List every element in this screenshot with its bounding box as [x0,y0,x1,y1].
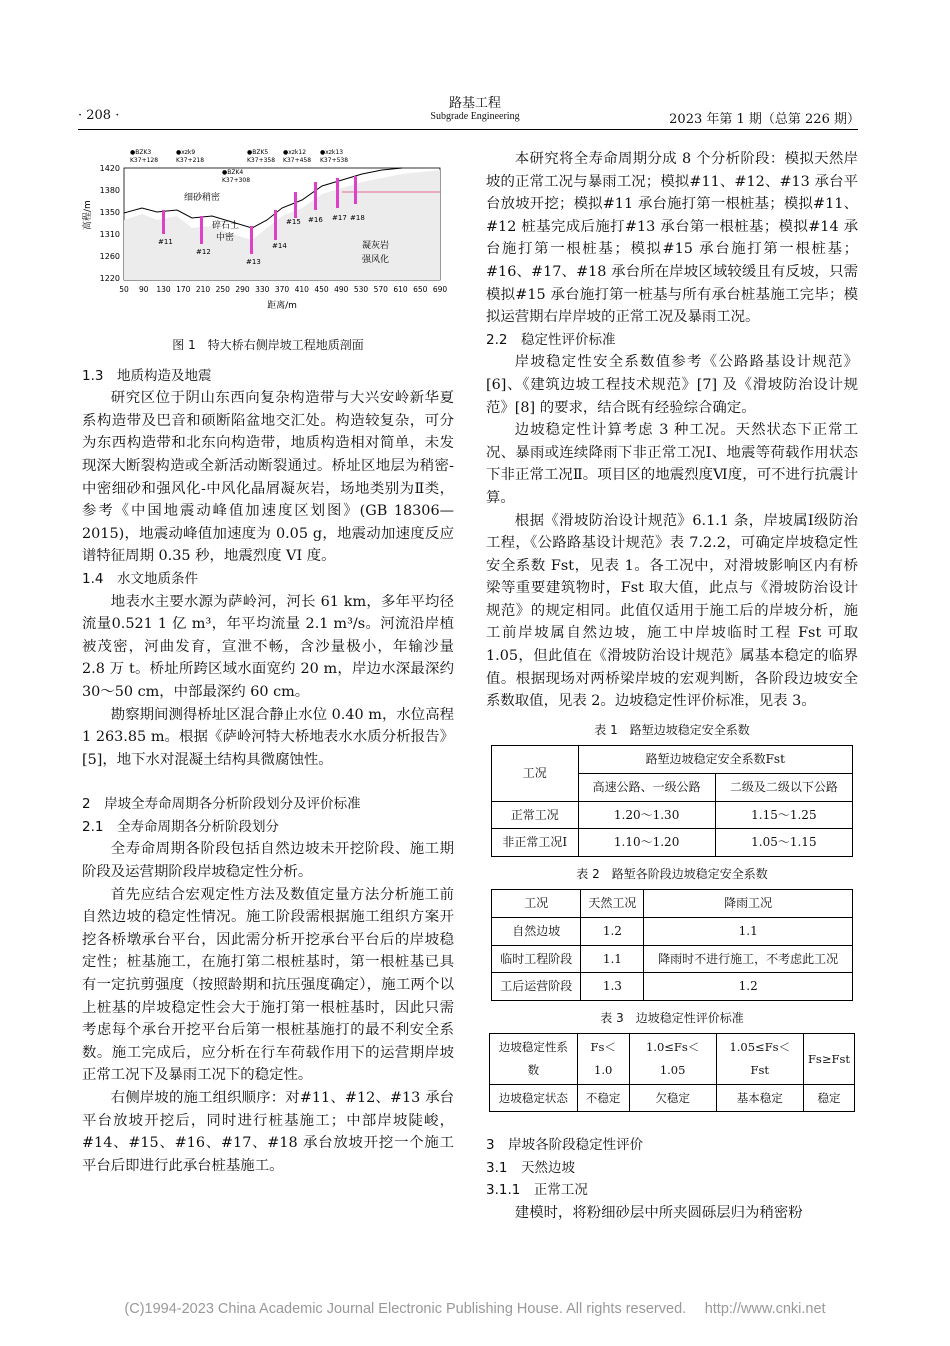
table-cell: 不稳定 [577,1084,629,1112]
table-cell: 自然边坡 [492,918,581,946]
y-ticks [100,164,120,283]
table-cell: 1.05～1.15 [715,829,852,857]
xtick: 650 [413,285,428,294]
y-axis-label: 高程/m [83,200,93,230]
borehole-pos: K37+458 [283,157,312,164]
table-cell: 基本稳定 [716,1084,803,1112]
borehole-labels [130,149,348,184]
borehole-pos: K37+538 [320,157,349,164]
pile-label: #14 [272,242,287,250]
pile-12 [200,216,203,244]
table-cell: 欠稳定 [629,1084,716,1112]
table-header: 高速公路、一级公路 [578,774,715,802]
paragraph: 首先应结合宏观定性方法及数值定量方法分析施工前自然边坡的稳定性情况。施工阶段需根据施工组织方案开挖各桥墩承台平台，因此需分析开挖承台平台后的岸坡稳定性；桩基施工，在施打第二根桩基时，第一根桩基已具有一定抗剪强度（按照龄期和抗压强度确定），施工两个以上桩基的岸坡稳定性会大于施打第一根桩基时，因此只需考虑每个承台开挖平台后第一根桩基施打的最不利安全系数。施工完成后，应分析在行车荷载作用下的运营期岸坡正常工况下及暴雨工况下的稳定性。 [82,886,454,1084]
sand-label: 细砂稍密 [184,193,221,203]
table-cell: 1.10～1.20 [578,829,715,857]
gravel-label-2: 中密 [216,233,235,243]
rock-area [124,170,440,280]
table-cell: 1.1 [644,918,853,946]
borehole-name: ●BZK5 [247,149,269,156]
table-row [492,801,853,829]
pile-18 [354,176,357,204]
table-1-caption: 表 1 路堑边坡稳定安全系数 [594,722,750,737]
borehole-pos: K37+358 [247,157,276,164]
tuff-label-2: 强风化 [362,255,390,265]
table-row [490,1084,855,1112]
xtick: 610 [393,285,408,294]
xtick: 690 [432,285,448,294]
table-cell: 边坡稳定状态 [490,1084,578,1112]
table-row [492,973,853,1001]
section-1-4: 1.4 水文地质条件 [82,570,198,587]
xtick: 570 [373,285,388,294]
ytick: 1380 [99,186,120,195]
xtick: 170 [176,285,191,294]
section-3: 3 岸坡各阶段稳定性评价 [486,1137,644,1154]
pile-11 [162,210,165,234]
borehole-name: ●xzk13 [320,149,344,156]
pile-label: #13 [246,258,261,266]
paragraph: 建模时，将粉细砂层中所夹圆砾层归为稍密粉 [514,1204,803,1221]
table-2 [491,889,853,1000]
table-header: 工况 [492,746,579,801]
pile-label: #18 [350,214,365,222]
table-cell: 正常工况 [492,801,579,829]
table-row [492,918,853,946]
paragraph: 根据《滑坡防治设计规范》6.1.1 条，岸坡属Ⅰ级防治工程，《公路路基设计规范》表 7.2.2，可确定岸坡稳定性安全系数 Fst，见表 1。各工况中，对滑坡影响区内有桥梁等重要建筑物时，Fst 取大值，此点与《滑坡防治设计规范》的规定相同。此值仅适用于施工后的岸坡分析，施工前岸坡属自然边坡，施工中岸坡临时工程 Fst 可取 1.05，但此值在《滑坡防治设计规范》属基本稳定的临界值。根据现场对两桥梁岸坡的宏观判断，各阶段边坡安全系数取值，见表 2。边坡稳定性评价标准，见表 3。 [486,512,858,710]
ytick: 1220 [99,274,120,283]
table-cell: 1.1 [581,945,644,973]
borehole-name: ●BZK3 [130,149,152,156]
section-2: 2 岸坡全寿命周期各分析阶段划分及评价标准 [82,796,361,813]
paragraph: 右侧岸坡的施工组织顺序：对#11、#12、#13 承台平台放坡开挖后，同时进行桩基施工；中部岸坡陡峻，#14、#15、#16、#17、#18 承台放坡开挖一个施工平台后即进行此承台桩基施工。 [82,1090,454,1174]
paragraph: 地表水主要水源为萨岭河，河长 61 km，多年平均径流量0.521 1 亿 m³，年平均流量 2.1 m³/s。河流沿岸植被茂密，河曲发育，宣泄不畅，含沙量极小，年输沙量 2.8 万 t。桥址所跨区域水面宽约 20 m，岸边水深最深约 30～50 cm，中部最深约 60 cm。 [82,593,454,700]
issue-info: 2023 年第 1 期（总第 226 期） [669,112,860,127]
xtick: 290 [235,285,250,294]
x-axis-label: 距离/m [267,301,297,311]
xtick: 410 [294,285,309,294]
xtick: 530 [353,285,369,294]
xtick: 50 [119,285,129,294]
table-cell: 1.2 [581,918,644,946]
table-cell: 1.2 [644,973,853,1001]
pile-label: #16 [308,216,323,224]
section-3-1-1: 3.1.1 正常工况 [486,1182,588,1199]
table-header: 工况 [492,890,581,918]
pile-15 [294,192,297,218]
table-cell: 降雨时不进行施工，不考虑此工况 [644,945,853,973]
table-cell: 非正常工况Ⅰ [492,829,579,857]
table-row [492,829,853,857]
paragraph: 全寿命周期各阶段包括自然边坡未开挖阶段、施工期阶段及运营期阶段岸坡稳定性分析。 [82,841,454,881]
ytick: 1310 [99,230,120,239]
table-row [490,1034,855,1084]
xtick: 250 [215,285,230,294]
journal-title-en: Subgrade Engineering [430,111,520,122]
ytick: 1350 [99,208,120,217]
table-cell: 工后运营阶段 [492,973,581,1001]
pile-label: #15 [286,218,301,226]
table-cell: Fs≥Fst [803,1034,854,1084]
right-column [486,148,858,1225]
journal-title: 路基工程 [448,96,501,111]
table-cell: 1.3 [581,973,644,1001]
borehole-name: ●xzk9 [176,149,196,156]
section-3-1: 3.1 天然边坡 [486,1159,575,1176]
xtick: 210 [195,285,211,294]
table-header: 降雨工况 [644,890,853,918]
borehole-name: ●BZK4 [222,169,244,176]
section-2-2: 2.2 稳定性评价标准 [486,331,616,348]
table-cell: 1.20～1.30 [578,801,715,829]
copyright-footer: (C)1994-2023 China Academic Journal Electronic Publishing House. All rights reserved. http://www.cnki.net [124,1301,826,1317]
table-2-caption: 表 2 路堑各阶段边坡稳定安全系数 [576,866,768,881]
pile-label: #11 [158,238,173,246]
table-cell: 1.0≤Fs＜1.05 [629,1034,716,1084]
paragraph: 岸坡稳定性安全系数值参考《公路路基设计规范》[6]、《建筑边坡工程技术规范》[7] 及《滑坡防治设计规范》[8] 的要求，结合既有经验综合确定。 [486,354,858,416]
pile-17 [336,178,339,208]
xtick: 130 [156,285,171,294]
borehole-pos: K37+218 [176,157,205,164]
tuff-label: 凝灰岩 [362,241,390,251]
table-cell: 1.15～1.25 [715,801,852,829]
table-header: 二级及二级以下公路 [715,774,852,802]
table-3 [489,1033,855,1112]
xtick: 450 [314,285,329,294]
borehole-name: ●xzk12 [283,149,307,156]
section-2-1: 2.1 全寿命周期各分析阶段划分 [82,818,279,835]
paragraph: 本研究将全寿命周期分成 8 个分析阶段：模拟天然岸坡的正常工况与暴雨工况；模拟#11、#12、#13 承台平台放坡开挖；模拟#11 承台施打第一根桩基；模拟#11、#12 桩基完成后施打#13 承台第一根桩基；模拟#14 承台施打第一根桩基；模拟#15 承台施打第一根桩基；#16、#17、#18 承台所在岸坡区域较缓且有反坡，只需模拟#15 承台施打第一桩基与所有承台桩基施工完毕；模拟运营期右岸岸坡的正常工况及暴雨工况。 [486,151,858,326]
table-cell: Fs＜1.0 [577,1034,629,1084]
ytick: 1260 [99,252,120,261]
table-cell: 1.05≤Fs＜Fst [716,1034,803,1084]
paragraph: 勘察期间测得桥址区混合静止水位 0.40 m，水位高程 1 263.85 m。根据《萨岭河特大桥地表水水质分析报告》[5]，地下水对混凝土结构具微腐蚀性。 [82,706,454,768]
paragraph: 研究区位于阴山东西向复杂构造带与大兴安岭新华夏系构造带及巴音和硕断陷盆地交汇处。构造较复杂，可分为东西构造带和北东向构造带，地质构造相对简单，未发现深大断裂构造或全新活动断裂通过。桥址区地层为稍密-中密细砂和强风化-中风化晶屑凝灰岩，场地类别为Ⅱ类，参考《中国地震动峰值加速度区划图》(GB 18306—2015)，地震动峰值加速度为 0.05 g，地震动加速度反应谱特征周期 0.35 秒，地震烈度 VI 度。 [82,390,454,565]
borehole-pos: K37+308 [222,177,251,184]
table-row [492,945,853,973]
x-ticks [119,285,447,294]
table-3-caption: 表 3 边坡稳定性评价标准 [600,1010,744,1025]
table-1 [491,745,853,856]
xtick: 490 [334,285,349,294]
pile-label: #12 [196,248,211,256]
section-1-3: 1.3 地质构造及地震 [82,367,212,384]
geology-profile-svg [82,148,454,328]
paragraph: 边坡稳定性计算考虑 3 种工况。天然状态下正常工况、暴雨或连续降雨下非正常工况Ⅰ、地震等荷载作用状态下非正常工况Ⅱ。项目区的地震烈度Ⅵ度，可不进行抗震计算。 [486,422,858,506]
table-cell: 临时工程阶段 [492,945,581,973]
borehole-pos: K37+128 [130,157,159,164]
ytick: 1420 [99,164,120,173]
pile-label: #17 [332,214,347,222]
header-rule [78,129,858,130]
pile-13 [250,226,253,254]
table-header: 路堑边坡稳定安全系数Fst [578,746,853,774]
table-cell: 稳定 [803,1084,854,1112]
left-column [82,148,454,1177]
gravel-label: 碎石土 [212,221,240,231]
figure-1 [82,148,454,328]
xtick: 90 [138,285,149,294]
table-header: 天然工况 [581,890,644,918]
xtick: 370 [274,285,290,294]
page-number: · 208 · [78,108,120,123]
table-cell: 边坡稳定性系数 [490,1034,578,1084]
figure-caption: 图 1 特大桥右侧岸坡工程地质剖面 [172,338,364,352]
pile-14 [274,210,277,240]
xtick: 330 [255,285,270,294]
pile-16 [314,182,317,210]
